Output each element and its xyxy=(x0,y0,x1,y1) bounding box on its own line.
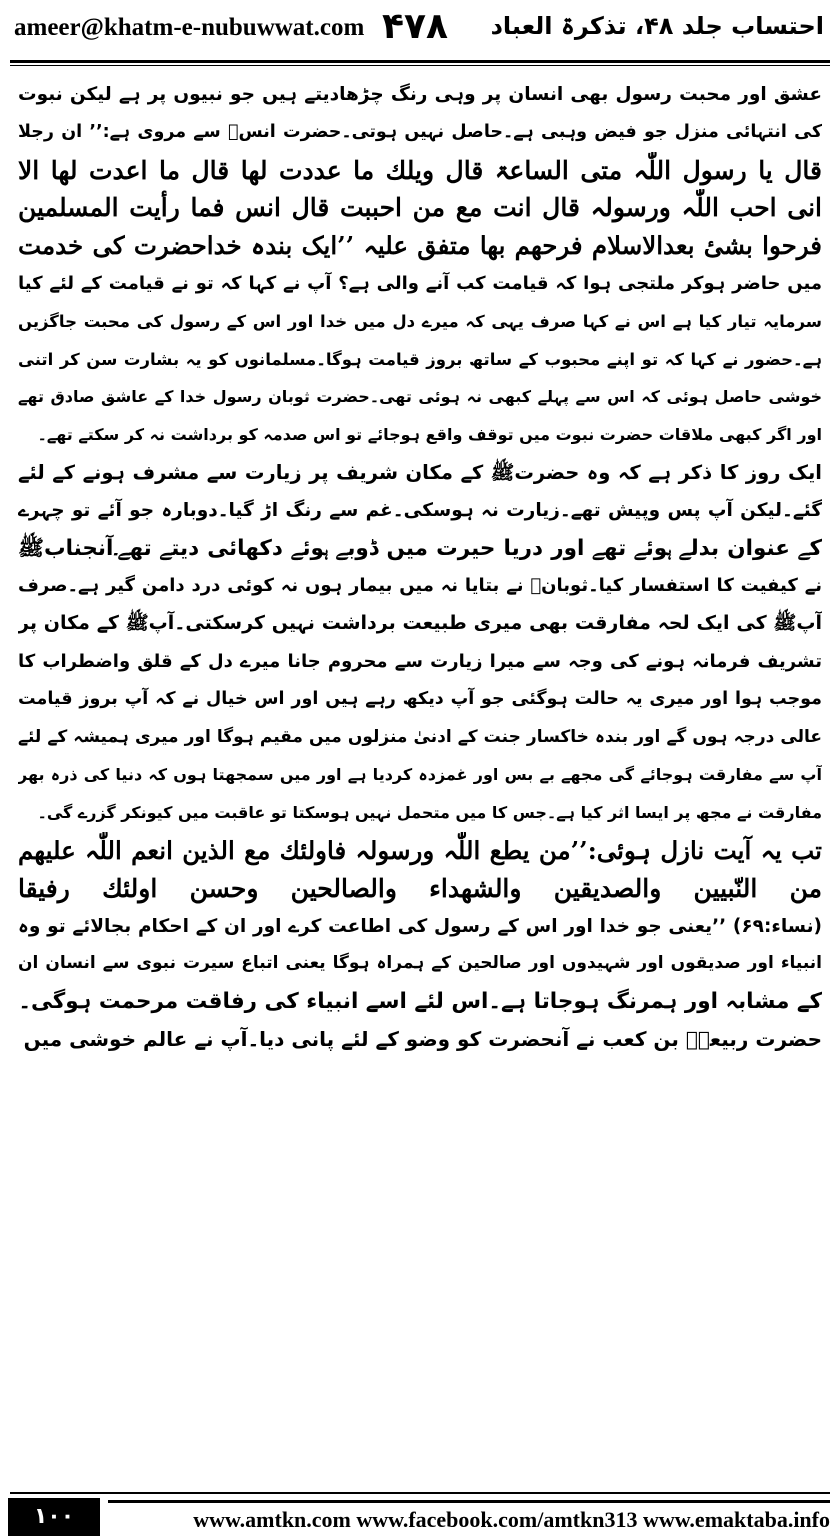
footer-links[interactable]: www.amtkn.com www.facebook.com/amtkn313 www.emaktaba.info xyxy=(108,1500,830,1537)
text-line: (نساء:۶۹) ’’یعنی جو خدا اور اس کے رسول کی اطاعت کرے اور ان کے احکام بجالائے تو وہ xyxy=(18,915,822,937)
header-email[interactable]: ameer@khatm-e-nubuwwat.com xyxy=(14,14,365,41)
text-line: فرحوا بشیٔ بعدالاسلام فرحھم بھا متفق علیہ ’’ایک بندہ خداحضرت کی خدمت xyxy=(18,231,822,261)
text-line: قال یا رسول اللّٰہ متی الساعۃ قال ویلك ما عددت لھا قال ما اعدت لھا الا xyxy=(18,155,822,185)
text-line: خوشی حاصل ہوئی کہ اس سے پہلے کبھی نہ ہوئی تھی۔حضرت ثوبان رسول خدا کے عاشق صادق تھے xyxy=(18,387,822,407)
text-line: عالی درجہ ہوں گے اور بندہ خاکسار جنت کے ادنیٰ منزلوں میں مقیم ہوگا اور میری ہمیشہ کے لئے xyxy=(18,726,822,747)
page-footer xyxy=(0,1488,840,1540)
text-line: اور اگر کبھی ملاقات حضرت نبوت میں توقف واقع ہوجائے تو اس صدمہ کو برداشت نہ کر سکتے تھے۔ xyxy=(37,425,822,445)
page-body xyxy=(18,76,822,1471)
text-line: آپ سے مفارقت ہوجائے گی مجھے بے بس اور غمزدہ کردیا ہے اور میں سمجھتا ہوں کہ دنیا کی ذرہ بھر xyxy=(18,765,822,785)
text-line: میں حاضر ہوکر ملتجی ہوا کہ قیامت کب آنے والی ہے؟ آپ نے کہا کہ تو نے قیامت کے لئے کیا xyxy=(18,272,822,294)
text-line: مفارقت نے مجھ پر ایسا اثر کیا ہے۔جس کا میں متحمل نہیں ہوسکتا تو عاقبت میں کیونکر گزرے گی۔ xyxy=(37,803,822,823)
text-line: کے عنوان بدلے ہوئے تھے اور دریا حیرت میں ڈوبے ہوئے دکھائی دیتے تھے۔آنجنابﷺ xyxy=(18,535,822,561)
running-title: احتساب جلد ۴۸، تذکرۃ العباد xyxy=(490,12,824,40)
text-line: نے کیفیت کا استفسار کیا۔ثوبانؓ نے بتایا نہ میں بیمار ہوں نہ کوئی درد دامن گیر ہے۔صرف xyxy=(18,575,822,597)
text-line: ہے۔حضور نے کہا کہ تو اپنے محبوب کے ساتھ بروز قیامت ہوگا۔مسلمانوں کو یہ بشارت سن کر اتنی xyxy=(18,349,822,369)
text-line: سرمایہ تیار کیا ہے اس نے کہا صرف یہی کہ میرے دل میں خدا اور اس کے رسول کی محبت جاگزیں xyxy=(18,311,822,331)
text-line: کے مشابہ اور ہمرنگ ہوجاتا ہے۔اس لئے اسے انبیاء کی رفاقت مرحمت ہوگی۔ xyxy=(18,989,822,1015)
page-header xyxy=(0,0,840,70)
text-line: انبیاء اور صدیقوں اور شہیدوں اور صالحین کے ہمراہ ہوگا یعنی اتباع سیرت نبوی سے انسان ان xyxy=(18,953,822,974)
text-line: کی انتہائی منزل جو فیض وہبی ہے۔حاصل نہیں ہوتی۔حضرت انسؓ سے مروی ہے:’’ ان رجلا xyxy=(18,121,822,142)
header-rule xyxy=(10,60,830,63)
text-line: تب یہ آیت نازل ہوئی:’’من یطع اللّٰہ ورسولہ فاولئك مع الذین انعم اللّٰہ علیھم xyxy=(18,835,822,865)
text-line: حضرت ربیعہؓ بن کعب نے آنحضرت کو وضو کے لئے پانی دیا۔آپ نے عالم خوشی میں xyxy=(23,1026,822,1051)
text-line: تشریف فرمانہ ہونے کی وجہ سے میرا زیارت سے محروم جانا میرے دل کے قلق واضطراب کا xyxy=(18,650,822,672)
text-line: گئے۔لیکن آپ پس وپیش تھے۔زیارت نہ ہوسکی۔غم سے رنگ اڑ گیا۔دوبارہ جو آئے تو چہرے xyxy=(18,499,822,521)
text-line: موجب ہوا اور میری یہ حالت ہوگئی جو آپ دیکھ رہے ہیں اور اس خیال نے کہ آپ بروز قیامت xyxy=(18,688,822,709)
footer-page-number: ۱۰۰ xyxy=(8,1498,100,1536)
text-line: من النّبیین والصدیقین والشھداء والصالحین وحسن اولئك رفیقا xyxy=(18,873,822,903)
text-line: عشق اور محبت رسول بھی انسان پر وہی رنگ چڑھادیتے ہیں جو نبیوں پر ہے لیکن نبوت xyxy=(18,84,822,105)
footer-rule xyxy=(10,1492,830,1494)
text-line: ایک روز کا ذکر ہے کہ وہ حضرتﷺ کے مکان شریف پر زیارت سے مشرف ہونے کے لئے xyxy=(18,460,822,484)
page-number: ۴۷۸ xyxy=(382,6,448,47)
text-line: انی احب اللّٰہ ورسولہ قال انت مع من احببت قال انس فما رأیت المسلمین xyxy=(18,193,822,223)
header-rule-thin xyxy=(10,65,830,66)
text-line: آپﷺ کی ایک لحہ مفارقت بھی میری طبیعت برداشت نہیں کرسکتی۔آپﷺ کے مکان پر xyxy=(18,612,822,635)
